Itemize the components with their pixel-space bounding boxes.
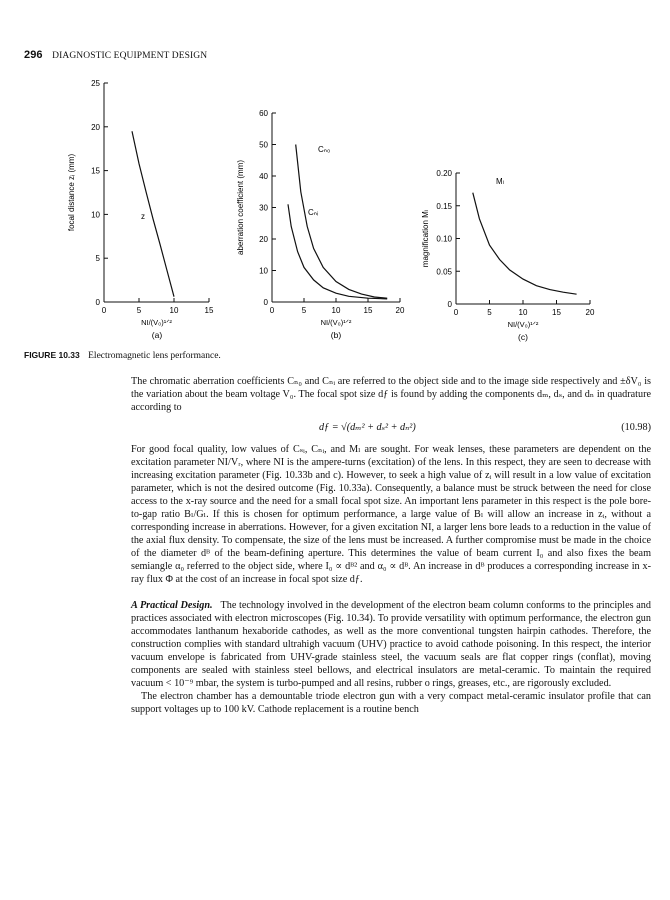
equation-number: (10.98)	[621, 422, 651, 433]
chart-panel-b	[236, 109, 405, 340]
y-tick-label: 50	[259, 140, 268, 150]
figure-caption	[24, 350, 221, 361]
page-number: 296	[24, 49, 43, 61]
running-title: DIAGNOSTIC EQUIPMENT DESIGN	[52, 51, 208, 61]
paragraph-3-text: The technology involved in the development of the electron beam column conforms to the principles and practices associated with electron microscopes (Fig. 10.34). To provide versatility with optimum performance, the electron gun accommodates lanthanum hexaboride cathodes, as well as the more conventional tungsten hairpin cathodes. Therefore, the construction complies with standard ultrahigh vacuum (UHV) practice to avoid cathode poisoning. In this respect, the interior vacuum envelope is fabricated from UHV-grade stainless steel, the vacuum seals are flat copper rings (conflat), moving components are sealed with stainless steel bellows, and electrical insulators are metal-ceramic. To maintain the required vacuum < 10⁻⁹ mbar, the system is turbo-pumped and all resins, rubber o rings, greases, etc., are rigorously excluded.	[131, 600, 651, 689]
x-tick-label: 0	[269, 306, 275, 315]
panel-label: (b)	[330, 330, 342, 340]
series-label: z	[141, 212, 145, 221]
series-label: Cₙᵢ	[308, 208, 319, 217]
y-tick-label: 0.15	[436, 201, 452, 211]
figure-caption-text: Electromagnetic lens performance.	[88, 351, 221, 361]
chart-panel-c	[421, 169, 595, 342]
y-axis-label: magnification Mₗ	[421, 209, 430, 268]
x-tick-label: 0	[453, 308, 459, 317]
x-axis-label: NI/(V₀)¹ᐟ²	[507, 320, 539, 329]
y-tick-label: 0	[95, 298, 100, 307]
x-tick-label: 20	[585, 308, 595, 317]
panel-label: (a)	[151, 330, 163, 340]
paragraph-2: For good focal quality, low values of Cₛᵢ, Cₙᵢ, and Mₗ are sought. For weak lenses, these parameters are dependent on the excitation parameter NI/Vᵣ, where NI is the ampere-turns (excitation) of the lens. In this respect, they are seen to decrease with increasing excitation parameter (Fig. 10.33b and c). However, to seek a high value of zᵢ will result in a low value of excitation parameter, which is not the desired outcome (Fig. 10.33a). Consequently, a balance must be struck between the need for close access to the x-ray source and the need for a small focal spot size. An important lens parameter in this respect is the pole bore-to-gap ratio Bₗ/Gₗ. If this is chosen for optimum performance, a large value of Bₗ will allow an increase in zᵢ, without a corresponding increase in aberrations. However, for a given excitation NI, a larger lens bore leads to a reduction in the value of the axial flux density. To compensate, the size of the lens must be increased. A further compromise must be made in the choice of the diameter dᴮ of the beam-defining aperture. This determines the value of beam current I₀ and also fixes the beam semiangle α₀ referred to the object side, where I₀ ∝ dᴮ² and α₀ ∝ dᴮ. An increase in dᴮ produces a corresponding increase in x-ray flux Φ at the cost of an increase in focal spot size dƒ.	[131, 444, 651, 585]
x-tick-label: 15	[204, 306, 214, 315]
y-tick-label: 15	[91, 166, 100, 176]
chart-panel-a	[67, 79, 214, 340]
series-label: Cₙ₀	[318, 145, 331, 154]
y-tick-label: 25	[91, 79, 100, 88]
series-line	[288, 204, 387, 299]
x-tick-label: 15	[552, 308, 561, 317]
paragraph-3-runin: A Practical Design.	[131, 600, 213, 611]
y-tick-label: 10	[259, 266, 268, 276]
x-tick-label: 5	[487, 308, 492, 317]
x-tick-label: 10	[331, 306, 341, 315]
x-axis-label: NI/(V₀)¹ᐟ²	[141, 318, 172, 327]
y-tick-label: 0.05	[436, 267, 452, 277]
y-axis-label: focal distance zᵢ (mm)	[67, 153, 76, 232]
y-tick-label: 0.10	[436, 234, 452, 244]
equation-row	[131, 417, 651, 443]
x-tick-label: 20	[395, 306, 405, 315]
x-tick-label: 5	[136, 306, 142, 315]
x-tick-label: 5	[301, 306, 307, 315]
y-tick-label: 40	[259, 172, 268, 181]
figure-label: FIGURE 10.33	[24, 350, 80, 360]
y-tick-label: 20	[91, 122, 100, 132]
paragraph-1: The chromatic aberration coefficients Cₙ₀ and Cₙᵢ are referred to the object side and to the image side respectively and ±δV₀ is the variation about the beam voltage V₀. The focal spot size dƒ is found by adding the components dₘ, dₛ, and dₙ in quadrature according to	[131, 376, 651, 413]
figure-10-33	[0, 0, 670, 360]
body-text	[131, 375, 651, 716]
y-tick-label: 30	[259, 203, 268, 213]
y-tick-label: 20	[259, 235, 268, 244]
series-label: Mₗ	[496, 177, 504, 186]
y-tick-label: 10	[91, 210, 100, 220]
y-tick-label: 5	[95, 254, 100, 264]
y-tick-label: 0.20	[436, 169, 452, 178]
y-axis-label: aberration coefficient (mm)	[236, 160, 245, 255]
panel-label: (c)	[518, 332, 528, 342]
y-tick-label: 60	[259, 109, 268, 118]
series-line	[132, 131, 174, 297]
x-tick-label: 10	[518, 308, 528, 317]
y-tick-label: 0	[263, 298, 268, 307]
paragraph-3	[131, 599, 651, 690]
x-axis-label: NI/(V₀)¹ᐟ²	[320, 318, 352, 327]
x-tick-label: 0	[101, 306, 107, 315]
y-tick-label: 0	[447, 300, 452, 309]
paragraph-4: The electron chamber has a demountable triode electron gun with a very compact metal-ceramic insulator profile that can support voltages up to 100 kV. Cathode replacement is a routine bench	[131, 691, 651, 715]
equation: dƒ = √(dₘ² + dₛ² + dₙ²)	[319, 422, 416, 433]
series-line	[473, 193, 577, 295]
x-tick-label: 15	[363, 306, 373, 315]
x-tick-label: 10	[169, 306, 179, 315]
